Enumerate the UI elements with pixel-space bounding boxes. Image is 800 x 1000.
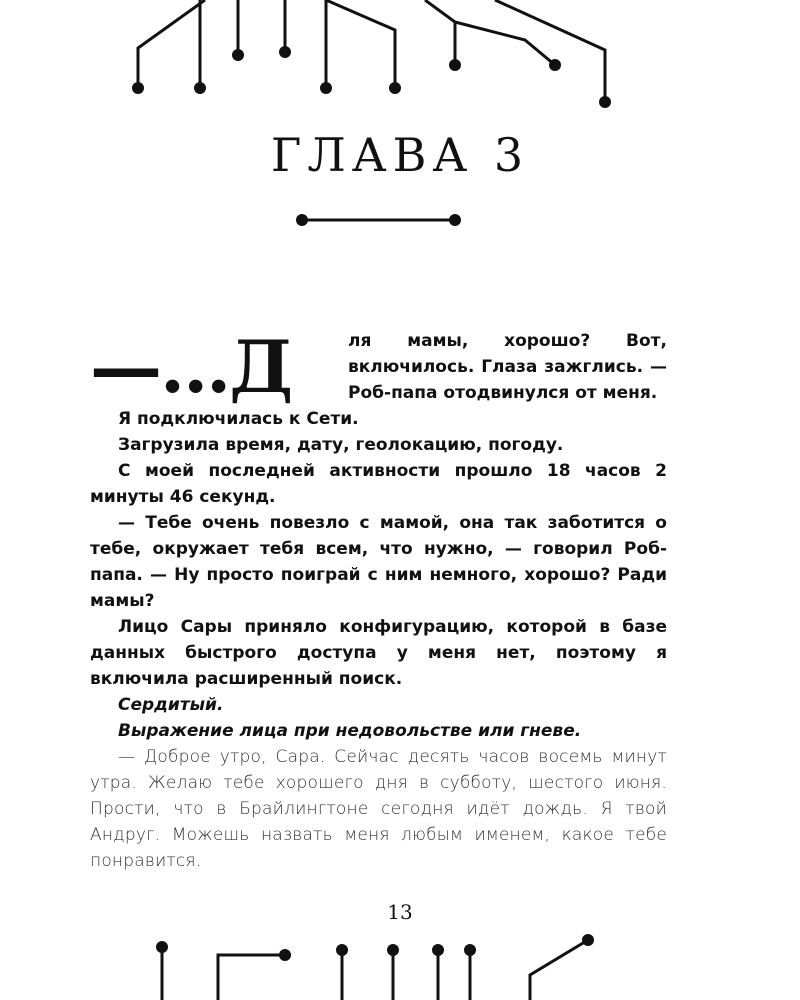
circuit-decoration-bottom	[0, 925, 800, 1000]
paragraph-5: — Тебе очень повезло с мамой, она так заботится о тебе, окружает тебя всем, что нужно, — говорил Роб-папа. — Ну просто поиграй с ним немного, хорошо? Ради мамы?	[90, 513, 667, 611]
dropcap: —...Д	[90, 324, 292, 409]
title-divider	[290, 210, 470, 230]
page-number: 13	[387, 900, 413, 924]
paragraph-8: Выражение лица при недовольстве или гневе.	[118, 721, 582, 741]
paragraph-1: ля мамы, хорошо? Вот, включилось. Глаза зажглись. — Роб-папа отодвинулся от меня.	[348, 331, 667, 403]
chapter-text	[90, 324, 667, 874]
paragraph-4: С моей последней активности прошло 18 часов 2 минуты 46 секунд.	[90, 461, 667, 507]
paragraph-7: Сердитый.	[118, 695, 224, 715]
paragraph-2: Я подключилась к Сети.	[118, 409, 359, 429]
paragraph-9: — Доброе утро, Сара. Сейчас десять часов восемь минут утра. Желаю тебе хорошего дня в субботу, шестого июня. Прости, что в Брайлингтоне сегодня идёт дождь. Я твой Андруг. Можешь назвать меня любым именем, какое тебе понравится.	[90, 747, 667, 871]
circuit-decoration-top	[0, 0, 800, 110]
chapter-title: ГЛАВА 3	[270, 128, 530, 182]
paragraph-3: Загрузила время, дату, геолокацию, погоду.	[118, 435, 564, 455]
paragraph-6: Лицо Сары приняло конфигурацию, которой в базе данных быстрого доступа у меня нет, поэтому я включила расширенный поиск.	[90, 617, 667, 689]
